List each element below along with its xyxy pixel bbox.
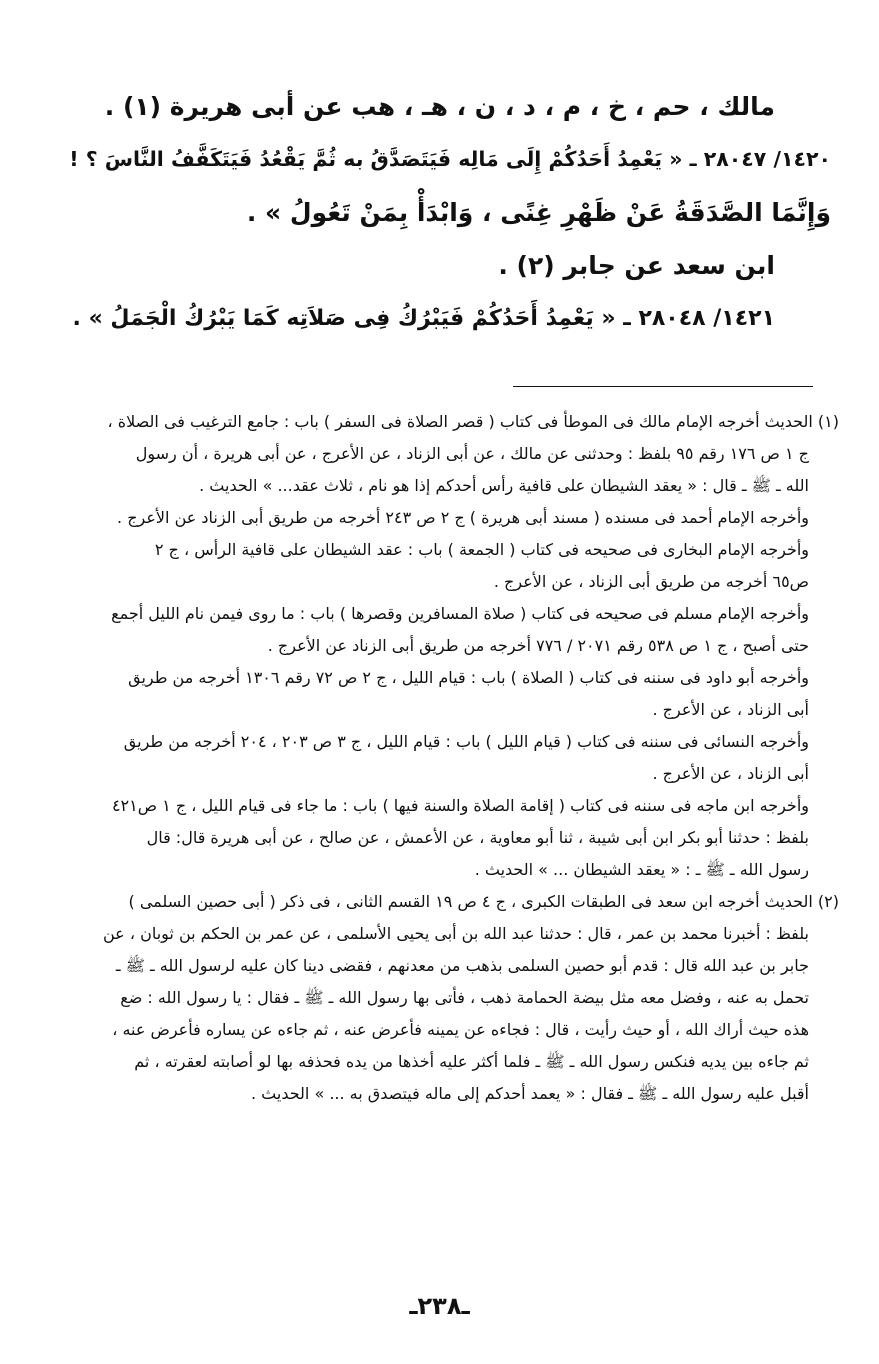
- main-text: [60, 80, 831, 345]
- source-line: مالك ، حم ، خ ، م ، د ، ن ، هـ ، هب عن أبى هريرة (١) .: [104, 92, 775, 121]
- footnote-line: وأخرجه النسائى فى سننه فى كتاب ( قيام الليل ) باب : قيام الليل ، ج ٣ ص ٢٠٣ ، ٢٠٤ أخرجه من طريق: [123, 732, 809, 751]
- source-line: ابن سعد عن جابر (٢) .: [498, 251, 775, 280]
- footnote-line: جابر بن عبد الله قال : قدم أبو حصين السلمى بذهب من معدنهم ، فقضى دينا كان عليه لرسول الله ـ ﷺ ـ: [115, 956, 809, 975]
- footnote-divider: [513, 386, 813, 387]
- footnote-1-start: (١) الحديث أخرجه الإمام مالك فى الموطأ فى كتاب ( قصر الصلاة فى السفر ) باب : جامع الترغيب فى الصلاة ،: [107, 412, 839, 431]
- footnote-line: ص٦٥ أخرجه من طريق أبى الزناد ، عن الأعرج .: [493, 572, 809, 591]
- footnote-line: تحمل به عنه ، وفضل معه مثل بيضة الحمامة ذهب ، فأتى بها رسول الله ـ ﷺ ـ فقال : يا رسول الله : ضع: [120, 988, 809, 1007]
- footnote-line: وأخرجه ابن ماجه فى سننه فى كتاب ( إقامة الصلاة والسنة فيها ) باب : ما جاء فى قيام الليل ، ج ١ ص٤٢١: [111, 796, 809, 815]
- hadith-1421-line: ١٤٢١/ ٢٨٠٤٨ ـ « يَعْمِدُ أَحَدُكُمْ فَيَبْرُكُ فِى صَلاَتِه كَمَا يَبْرُكُ الْجَمَلُ » .: [72, 306, 775, 331]
- footnote-line: الله ـ ﷺ ـ قال : « يعقد الشيطان على قافية رأس أحدكم إذا هو نام ، ثلاث عقد... » الحديث .: [199, 476, 809, 495]
- hadith-1420-line-1: ١٤٢٠/ ٢٨٠٤٧ ـ « يَعْمِدُ أَحَدُكُمْ إِلَى مَالِه فَيَتَصَدَّقُ به ثُمَّ يَقْعُدُ فَيَتَكَفَّفُ النَّاسَ ؟ !: [69, 147, 831, 171]
- footnote-line: حتى أصبح ، ج ١ ص ٥٣٨ رقم ٢٠٧١ / ٧٧٦ أخرجه من طريق أبى الزناد عن الأعرج .: [267, 636, 809, 655]
- hadith-1420-line-2: وَإِنَّمَا الصَّدَقَةُ عَنْ ظَهْرِ غِنًى ، وَابْدَأْ بِمَنْ تَعُولُ » .: [246, 198, 831, 227]
- footnote-line: ج ١ ص ١٧٦ رقم ٩٥ بلفظ : وحدثنى عن مالك ، عن أبى الزناد ، عن الأعرج ، عن أبى هريرة ، أن رسول: [135, 444, 809, 463]
- footnote-line: أبى الزناد ، عن الأعرج .: [652, 764, 809, 783]
- footnote-line: وأخرجه أبو داود فى سننه فى كتاب ( الصلاة ) باب : قيام الليل ، ج ٢ ص ٧٢ رقم ١٣٠٦ أخرجه من طريق: [128, 668, 809, 687]
- footnote-line: هذه حيث أراك الله ، أو حيث رأيت ، قال : فجاءه عن يمينه فأعرض عنه ، ثم جاءه عن يساره فأعرض عنه ،: [112, 1020, 809, 1039]
- page-number: ـ٢٣٨ـ: [409, 1292, 470, 1320]
- footnote-2-start: (٢) الحديث أخرجه ابن سعد فى الطبقات الكبرى ، ج ٤ ص ١٩ القسم الثانى ، فى ذكر ( أبى حصين السلمى ): [128, 892, 839, 911]
- footnote-line: أبى الزناد ، عن الأعرج .: [652, 700, 809, 719]
- footnote-line: بلفظ : حدثنا أبو بكر ابن أبى شيبة ، ثنا أبو معاوية ، عن الأعمش ، عن صالح ، عن أبى هريرة قال: قال: [146, 828, 809, 847]
- footnote-line: وأخرجه الإمام البخارى فى صحيحه فى كتاب ( الجمعة ) باب : عقد الشيطان على قافية الرأس ، ج ٢: [154, 540, 809, 559]
- footnote-line: أقبل عليه رسول الله ـ ﷺ ـ فقال : « يعمد أحدكم إلى ماله فيتصدق به ... » الحديث .: [250, 1084, 809, 1103]
- footnote-line: بلفظ : أخبرنا محمد بن عمر ، قال : حدثنا عبد الله بن أبى يحيى الأسلمى ، عن عمر بن الحكم بن ثوبان ، عن: [103, 924, 809, 943]
- footnote-line: ثم جاءه بين يديه فنكس رسول الله ـ ﷺ ـ فلما أكثر عليه أخذها من يده فحذفه بها لو أصابته لعقرته ، ثم: [134, 1052, 809, 1071]
- footnote-line: وأخرجه الإمام أحمد فى مسنده ( مسند أبى هريرة ) ج ٢ ص ٢٤٣ أخرجه من طريق أبى الزناد عن الأعرج .: [117, 508, 809, 527]
- footnotes: [40, 406, 839, 1110]
- footnote-line: وأخرجه الإمام مسلم فى صحيحه فى كتاب ( صلاة المسافرين وقصرها ) باب : ما روى فيمن نام الليل أجمع: [111, 604, 809, 623]
- footnote-line: رسول الله ـ ﷺ ـ : « يعقد الشيطان ... » الحديث .: [474, 860, 809, 879]
